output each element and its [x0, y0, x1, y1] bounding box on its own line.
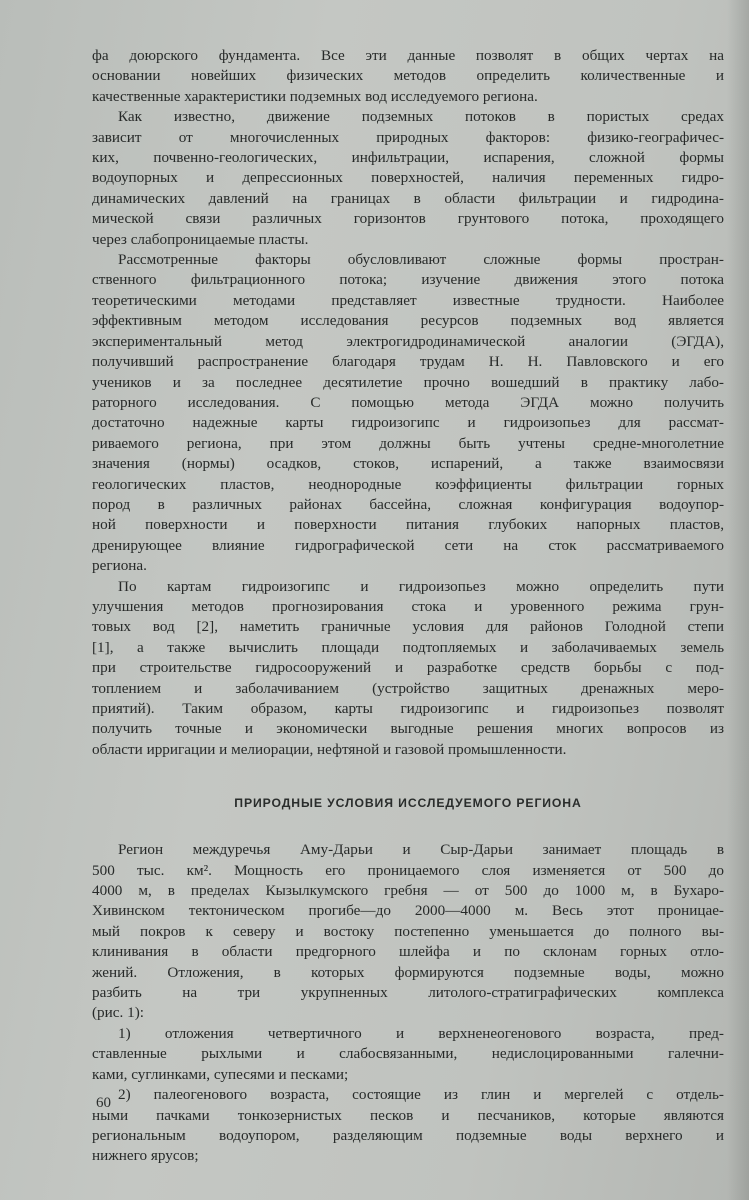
paragraph-p2 [92, 107, 724, 250]
paragraph-p7 [92, 1085, 724, 1167]
text-line: По картам гидроизогипс и гидроизопьез можно определить пути [118, 577, 724, 595]
text-line: фа доюрского фундамента. Все эти данные позволят в общих чертах на [92, 47, 724, 64]
text-line: области ирригации и мелиорации, нефтяной и газовой промышленности. [92, 740, 567, 758]
text-line: Как известно, движение подземных потоков в пористых средах [118, 108, 724, 126]
text-line: теоретическими методами представляет известные трудности. Наиболее [92, 291, 724, 309]
text-line: основании новейших физических методов определить количественные и [92, 67, 724, 85]
text-line: товых вод [2], наметить граничные условия для районов Голодной степи [92, 618, 724, 636]
paragraph-p6 [92, 1024, 724, 1085]
text-line: [1], а также вычислить площади подтопляемых и заболачиваемых земель [92, 638, 724, 656]
text-line: Регион междуречья Аму-Дарьи и Сыр-Дарьи занимает площадь в [118, 841, 724, 859]
text-line: Рассмотренные факторы обусловливают сложные формы простран- [118, 251, 724, 269]
text-line: раторного исследования. С помощью метода ЭГДА можно получить [92, 393, 724, 411]
text-line: динамических давлений на границах в области фильтрации и гидродина- [92, 189, 724, 207]
text-line: топлением и заболачиванием (устройство защитных дренажных меро- [92, 679, 724, 697]
text-line: жений. Отложения, в которых формируются подземные воды, можно [92, 963, 724, 981]
text-line: зависит от многочисленных природных факторов: физико-географичес- [92, 128, 724, 146]
text-line: ставленные рыхлыми и слабосвязанными, недислоцированными галечни- [92, 1045, 724, 1063]
body-text-bottom [92, 840, 724, 1167]
text-line: пород в различных районах бассейна, сложная конфигурация водоупор- [92, 495, 724, 513]
text-line: 4000 м, в пределах Кызылкумского гребня — от 500 до 1000 м, в Бухаро- [92, 882, 724, 900]
text-line: клинивания в области предгорного шлейфа и по склонам горных отло- [92, 943, 724, 961]
text-line: 1) отложения четвертичного и верхненеогенового возраста, пред- [118, 1024, 724, 1042]
text-line: региональным водоупором, разделяющим подземные воды верхнего и [92, 1126, 724, 1144]
text-line: через слабопроницаемые пласты. [92, 230, 309, 248]
paragraph-p5 [92, 840, 724, 1024]
text-line: ственного фильтрационного потока; изучение движения этого потока [92, 271, 724, 289]
page-number: 60 [96, 1095, 111, 1111]
text-line: (рис. 1): [92, 1004, 144, 1022]
text-line: при строительстве гидросооружений и разработке средств борьбы с под- [92, 659, 724, 677]
text-line: приятий). Таким образом, карты гидроизогипс и гидроизопьез позволят [92, 700, 724, 717]
text-line: риваемого региона, при этом должны быть учтены средне-многолетние [92, 434, 724, 452]
text-line: разбить на три укрупненных литолого-стратиграфических комплекса [92, 984, 724, 1002]
text-line: получить точные и экономически выгодные решения многих вопросов из [92, 720, 724, 738]
text-line: ной поверхности и поверхности питания глубоких напорных пластов, [92, 516, 724, 534]
text-line: качественные характеристики подземных вод исследуемого региона. [92, 87, 538, 105]
text-line: мической связи различных горизонтов грунтового потока, проходящего [92, 210, 724, 228]
paragraph-p3 [92, 250, 724, 577]
text-line: достаточно надежные карты гидроизогипс и гидроизопьез для рассмат- [92, 414, 724, 432]
text-line: улучшения методов прогнозирования стока и уровенного режима грун- [92, 597, 724, 615]
section-heading: ПРИРОДНЫЕ УСЛОВИЯ ИССЛЕДУЕМОГО РЕГИОНА [234, 796, 582, 811]
text-line: ными пачками тонкозернистых песков и песчаников, которые являются [92, 1106, 724, 1124]
body-text-top [92, 46, 724, 760]
text-line: дренирующее влияние гидрографической сети на сток рассматриваемого [92, 536, 724, 554]
text-line: нижнего ярусов; [92, 1147, 199, 1165]
text-line: экспериментальный метод электрогидродинамической аналогии (ЭГДА), [92, 332, 724, 350]
text-line: значения (нормы) осадков, стоков, испарений, а также взаимосвязи [92, 455, 724, 473]
text-line: 2) палеогенового возраста, состоящие из глин и мергелей с отдель- [118, 1086, 724, 1104]
text-line: получивший распространение благодаря трудам Н. Н. Павловского и его [92, 353, 724, 371]
text-line: ких, почвенно-геологических, инфильтрации, испарения, сложной формы [92, 149, 724, 167]
document-page [92, 46, 724, 1167]
paragraph-p4 [92, 577, 724, 761]
text-line: ками, суглинками, супесями и песками; [92, 1065, 349, 1083]
text-line: водоупорных и депрессионных поверхностей, наличия переменных гидро- [92, 169, 724, 187]
text-line: 500 тыс. км². Мощность его проницаемого слоя изменяется от 500 до [92, 861, 724, 879]
page-edge-shadow [727, 0, 749, 1200]
text-line: региона. [92, 557, 147, 575]
paragraph-p1 [92, 46, 724, 107]
text-line: мый покров к северу и востоку постепенно уменьшается до полного вы- [92, 922, 724, 940]
text-line: учеников и за последнее десятилетие прочно вошедший в практику лабо- [92, 373, 724, 391]
text-line: Хивинском тектоническом прогибе—до 2000—4000 м. Весь этот проницае- [92, 902, 724, 920]
text-line: эффективным методом исследования ресурсов подземных вод является [92, 312, 724, 330]
text-line: геологических пластов, неоднородные коэффициенты фильтрации горных [92, 475, 724, 493]
